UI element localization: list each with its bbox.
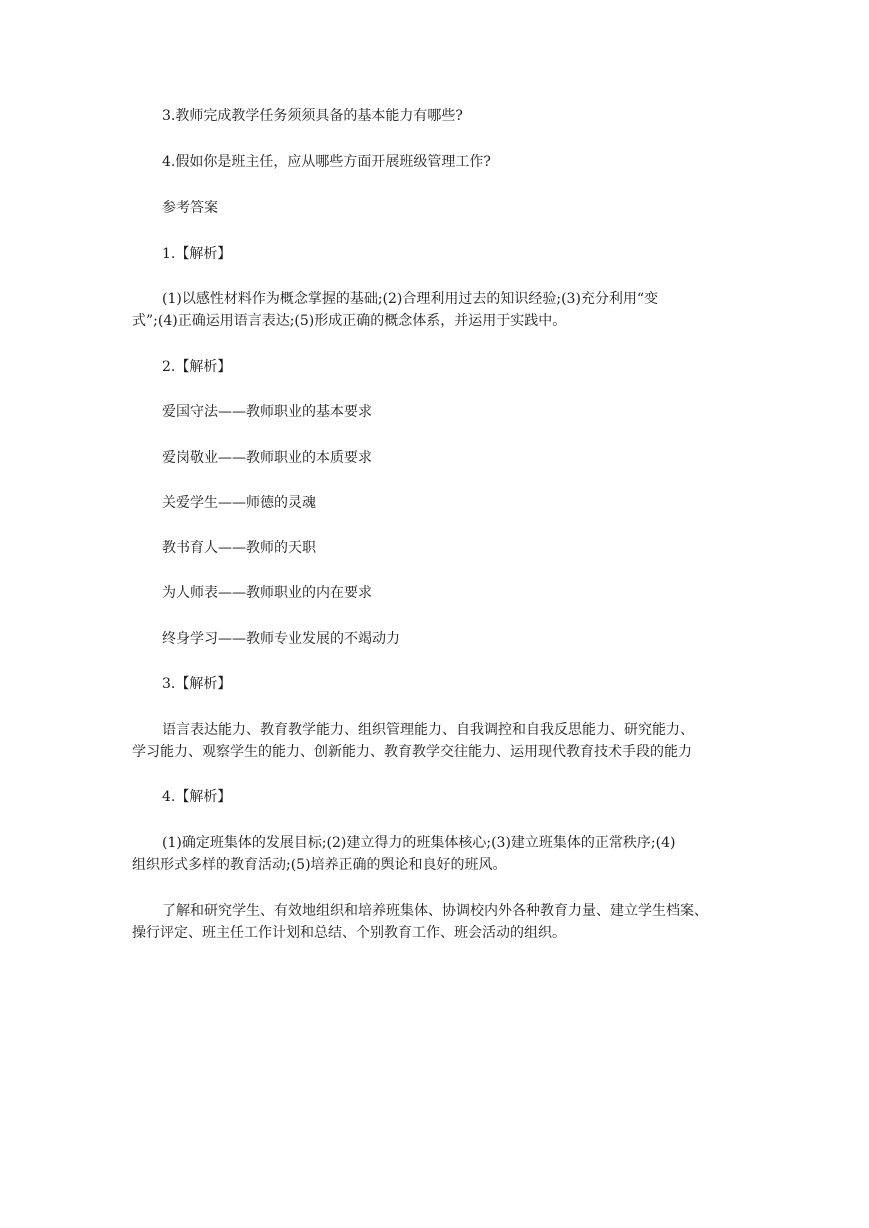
answer-3-line-1: 语言表达能力、教育教学能力、组织管理能力、自我调控和自我反思能力、研究能力、 bbox=[162, 722, 694, 738]
answer-4-extra-line-1: 了解和研究学生、有效地组织和培养班集体、协调校内外各种教育力量、建立学生档案、 bbox=[162, 903, 708, 919]
answer-4-label: 4.【解析】 bbox=[162, 789, 232, 805]
question-3: 3.教师完成教学任务须须具备的基本能力有哪些? bbox=[162, 108, 463, 124]
answer-2-item: 关爱学生——师德的灵魂 bbox=[162, 495, 316, 511]
answer-2-item: 为人师表——教师职业的内在要求 bbox=[162, 585, 372, 601]
answer-2-label: 2.【解析】 bbox=[162, 359, 232, 375]
answer-3-label: 3.【解析】 bbox=[162, 676, 232, 692]
answer-4-line-1: (1)确定班集体的发展目标;(2)建立得力的班集体核心;(3)建立班集体的正常秩序;(4) bbox=[162, 835, 676, 851]
answer-1-line-2: 式”;(4)正确运用语言表达;(5)形成正确的概念体系，并运用于实践中。 bbox=[132, 313, 567, 329]
answer-4-line-2: 组织形式多样的教育活动;(5)培养正确的舆论和良好的班风。 bbox=[132, 857, 507, 873]
answer-2-item: 教书育人——教师的天职 bbox=[162, 540, 316, 556]
answer-2-item: 终身学习——教师专业发展的不竭动力 bbox=[162, 631, 400, 647]
answer-4-extra-line-2: 操行评定、班主任工作计划和总结、个别教育工作、班会活动的组织。 bbox=[132, 925, 566, 941]
answer-1-line-1: (1)以感性材料作为概念掌握的基础;(2)合理利用过去的知识经验;(3)充分利用“变 bbox=[162, 291, 659, 307]
answer-1-label: 1.【解析】 bbox=[162, 246, 232, 262]
answers-heading: 参考答案 bbox=[162, 200, 218, 216]
answer-2-item: 爱国守法——教师职业的基本要求 bbox=[162, 404, 372, 420]
answer-3-line-2: 学习能力、观察学生的能力、创新能力、教育教学交往能力、运用现代教育技术手段的能力 bbox=[132, 744, 692, 760]
answer-2-item: 爱岗敬业——教师职业的本质要求 bbox=[162, 450, 372, 466]
question-4: 4.假如你是班主任，应从哪些方面开展班级管理工作? bbox=[162, 154, 491, 170]
